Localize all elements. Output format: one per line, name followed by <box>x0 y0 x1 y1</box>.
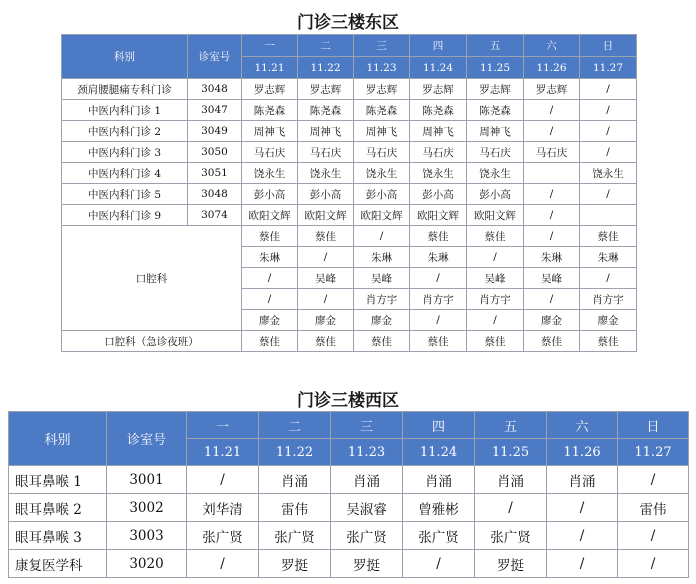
schedule-cell: / <box>187 466 259 494</box>
table-row <box>62 163 637 184</box>
schedule-cell: 蔡佳 <box>580 331 637 352</box>
schedule-cell: 欧阳文辉 <box>467 205 524 226</box>
schedule-cell: 张广贤 <box>259 522 331 550</box>
schedule-cell: 肖方宇 <box>354 289 410 310</box>
schedule-cell: 马石庆 <box>467 142 524 163</box>
date-header: 11.27 <box>618 439 689 466</box>
schedule-cell: / <box>580 184 637 205</box>
room-cell: 3003 <box>107 522 187 550</box>
schedule-cell: 欧阳文辉 <box>410 205 467 226</box>
schedule-cell: / <box>547 522 618 550</box>
room-cell: 3048 <box>188 79 242 100</box>
schedule-cell: 陈尧森 <box>354 100 410 121</box>
schedule-cell: 吴峰 <box>354 268 410 289</box>
date-header: 11.21 <box>187 439 259 466</box>
schedule-cell: / <box>410 310 467 331</box>
date-header: 11.22 <box>298 57 354 79</box>
schedule-cell: 饶永生 <box>580 163 637 184</box>
weekday-header: 五 <box>475 412 547 439</box>
dept-cell: 口腔科 <box>62 226 242 331</box>
schedule-cell: 肖涌 <box>547 466 618 494</box>
schedule-cell: 张广贤 <box>187 522 259 550</box>
room-cell: 3051 <box>188 163 242 184</box>
schedule-cell: 饶永生 <box>410 163 467 184</box>
schedule-cell: / <box>242 289 298 310</box>
room-header: 诊室号 <box>107 412 187 466</box>
schedule-cell: 蔡佳 <box>410 331 467 352</box>
schedule-cell: 肖方宇 <box>467 289 524 310</box>
dept-cell: 颈肩腰腿痛专科门诊 <box>62 79 188 100</box>
schedule-cell: 陈尧森 <box>410 100 467 121</box>
schedule-cell: 彭小高 <box>410 184 467 205</box>
schedule-cell: 肖方宇 <box>580 289 637 310</box>
weekday-header: 五 <box>467 35 524 57</box>
schedule-cell: 肖涌 <box>403 466 475 494</box>
dept-cell: 眼耳鼻喉 2 <box>9 494 107 522</box>
schedule-cell: 蔡佳 <box>242 226 298 247</box>
table-row <box>62 79 637 100</box>
schedule-cell: 朱琳 <box>410 247 467 268</box>
date-header: 11.24 <box>410 57 467 79</box>
schedule-cell: 罗挺 <box>259 550 331 578</box>
weekday-header: 一 <box>242 35 298 57</box>
schedule-cell: 吴峰 <box>467 268 524 289</box>
schedule-cell: 蔡佳 <box>580 226 637 247</box>
schedule-cell: / <box>242 268 298 289</box>
schedule-cell: 蔡佳 <box>298 331 354 352</box>
date-header: 11.27 <box>580 57 637 79</box>
room-cell: 3049 <box>188 121 242 142</box>
schedule-cell: / <box>618 466 689 494</box>
room-cell: 3002 <box>107 494 187 522</box>
schedule-cell: / <box>187 550 259 578</box>
schedule-cell: 张广贤 <box>403 522 475 550</box>
schedule-cell: 蔡佳 <box>242 331 298 352</box>
room-cell: 3074 <box>188 205 242 226</box>
schedule-cell: 马石庆 <box>242 142 298 163</box>
schedule-cell: / <box>467 310 524 331</box>
table-row <box>62 226 637 247</box>
schedule-cell: 廖金 <box>580 310 637 331</box>
schedule-cell: / <box>524 226 580 247</box>
room-cell: 3048 <box>188 184 242 205</box>
schedule-cell: / <box>298 247 354 268</box>
dept-cell: 眼耳鼻喉 3 <box>9 522 107 550</box>
schedule-cell: 饶永生 <box>467 163 524 184</box>
schedule-cell: / <box>354 226 410 247</box>
schedule-cell: 蔡佳 <box>298 226 354 247</box>
table-row <box>9 466 689 494</box>
weekday-header: 六 <box>547 412 618 439</box>
east-schedule-table <box>61 34 637 352</box>
schedule-cell: 肖涌 <box>475 466 547 494</box>
schedule-cell: 饶永生 <box>242 163 298 184</box>
schedule-cell: / <box>618 522 689 550</box>
schedule-cell: 蔡佳 <box>410 226 467 247</box>
schedule-cell: 饶永生 <box>298 163 354 184</box>
table-row <box>9 550 689 578</box>
schedule-cell: / <box>524 289 580 310</box>
table-row <box>62 121 637 142</box>
dept-cell: 口腔科（急诊夜班） <box>62 331 242 352</box>
schedule-cell: 罗挺 <box>331 550 403 578</box>
weekday-header: 四 <box>403 412 475 439</box>
west-section-title: 门诊三楼西区 <box>297 391 399 411</box>
weekday-header: 四 <box>410 35 467 57</box>
schedule-cell: / <box>580 121 637 142</box>
schedule-cell: 彭小高 <box>242 184 298 205</box>
schedule-cell: 朱琳 <box>524 247 580 268</box>
schedule-cell: 曾雅彬 <box>403 494 475 522</box>
schedule-cell: 彭小高 <box>354 184 410 205</box>
schedule-cell: 雷伟 <box>259 494 331 522</box>
schedule-cell: / <box>475 494 547 522</box>
schedule-cell <box>580 205 637 226</box>
schedule-cell: 廖金 <box>354 310 410 331</box>
east-section-title: 门诊三楼东区 <box>297 13 399 33</box>
schedule-cell: / <box>580 142 637 163</box>
schedule-cell: / <box>410 268 467 289</box>
west-schedule-table <box>8 411 689 578</box>
schedule-cell: / <box>524 205 580 226</box>
schedule-cell: 饶永生 <box>354 163 410 184</box>
schedule-cell: 吴峰 <box>524 268 580 289</box>
schedule-cell: 蔡佳 <box>524 331 580 352</box>
schedule-cell: 廖金 <box>242 310 298 331</box>
date-header: 11.23 <box>331 439 403 466</box>
table-row <box>62 142 637 163</box>
schedule-cell: / <box>580 79 637 100</box>
table-row <box>9 494 689 522</box>
schedule-cell: 蔡佳 <box>467 226 524 247</box>
date-header: 11.25 <box>475 439 547 466</box>
schedule-cell: 雷伟 <box>618 494 689 522</box>
schedule-cell: 罗志辉 <box>410 79 467 100</box>
schedule-cell: 欧阳文辉 <box>298 205 354 226</box>
schedule-cell: 欧阳文辉 <box>242 205 298 226</box>
table-row <box>62 184 637 205</box>
schedule-cell: / <box>403 550 475 578</box>
schedule-cell: 周神飞 <box>467 121 524 142</box>
schedule-cell: 刘华清 <box>187 494 259 522</box>
schedule-cell: 周神飞 <box>354 121 410 142</box>
room-cell: 3047 <box>188 100 242 121</box>
schedule-cell <box>524 163 580 184</box>
schedule-cell: / <box>298 289 354 310</box>
schedule-cell: 彭小高 <box>298 184 354 205</box>
weekday-header: 日 <box>618 412 689 439</box>
schedule-cell: 彭小高 <box>467 184 524 205</box>
weekday-header: 二 <box>259 412 331 439</box>
schedule-cell: / <box>524 184 580 205</box>
room-header: 诊室号 <box>188 35 242 79</box>
weekday-header: 三 <box>354 35 410 57</box>
schedule-cell: 马石庆 <box>298 142 354 163</box>
schedule-cell: / <box>580 100 637 121</box>
date-header: 11.24 <box>403 439 475 466</box>
date-header: 11.26 <box>547 439 618 466</box>
schedule-cell: 蔡佳 <box>354 331 410 352</box>
dept-cell: 中医内科门诊 9 <box>62 205 188 226</box>
dept-cell: 中医内科门诊 3 <box>62 142 188 163</box>
schedule-cell: 罗志辉 <box>298 79 354 100</box>
date-header: 11.21 <box>242 57 298 79</box>
schedule-cell: 罗志辉 <box>354 79 410 100</box>
schedule-cell: 罗挺 <box>475 550 547 578</box>
dept-cell: 中医内科门诊 2 <box>62 121 188 142</box>
schedule-cell: 朱琳 <box>242 247 298 268</box>
schedule-cell: / <box>524 121 580 142</box>
weekday-header: 六 <box>524 35 580 57</box>
dept-header: 科别 <box>9 412 107 466</box>
schedule-cell: 吴淑睿 <box>331 494 403 522</box>
room-cell: 3001 <box>107 466 187 494</box>
dept-cell: 康复医学科 <box>9 550 107 578</box>
schedule-cell: 张广贤 <box>475 522 547 550</box>
schedule-cell: / <box>580 268 637 289</box>
schedule-cell: 周神飞 <box>242 121 298 142</box>
dept-header: 科别 <box>62 35 188 79</box>
schedule-cell: 陈尧森 <box>298 100 354 121</box>
schedule-cell: 陈尧森 <box>467 100 524 121</box>
table-row <box>62 331 637 352</box>
schedule-cell: / <box>524 100 580 121</box>
schedule-cell: 周神飞 <box>410 121 467 142</box>
date-header: 11.25 <box>467 57 524 79</box>
schedule-cell: 廖金 <box>524 310 580 331</box>
schedule-cell: 罗志辉 <box>467 79 524 100</box>
table-row <box>62 205 637 226</box>
schedule-cell: / <box>547 550 618 578</box>
weekday-header: 日 <box>580 35 637 57</box>
room-cell: 3050 <box>188 142 242 163</box>
schedule-cell: 肖涌 <box>259 466 331 494</box>
schedule-cell: 陈尧森 <box>242 100 298 121</box>
date-header: 11.26 <box>524 57 580 79</box>
table-row <box>9 522 689 550</box>
schedule-cell: / <box>547 494 618 522</box>
dept-cell: 眼耳鼻喉 1 <box>9 466 107 494</box>
schedule-cell: 肖方宇 <box>410 289 467 310</box>
date-header: 11.22 <box>259 439 331 466</box>
schedule-cell: 肖涌 <box>331 466 403 494</box>
schedule-cell: 欧阳文辉 <box>354 205 410 226</box>
schedule-cell: 廖金 <box>298 310 354 331</box>
weekday-header: 一 <box>187 412 259 439</box>
table-row <box>62 100 637 121</box>
date-header: 11.23 <box>354 57 410 79</box>
schedule-cell: / <box>618 550 689 578</box>
schedule-cell: 朱琳 <box>354 247 410 268</box>
schedule-cell: 马石庆 <box>354 142 410 163</box>
schedule-cell: 朱琳 <box>580 247 637 268</box>
schedule-cell: 罗志辉 <box>242 79 298 100</box>
weekday-header: 二 <box>298 35 354 57</box>
schedule-cell: 蔡佳 <box>467 331 524 352</box>
schedule-cell: 马石庆 <box>524 142 580 163</box>
schedule-cell: 马石庆 <box>410 142 467 163</box>
schedule-cell: 张广贤 <box>331 522 403 550</box>
dept-cell: 中医内科门诊 4 <box>62 163 188 184</box>
schedule-cell: 吴峰 <box>298 268 354 289</box>
room-cell: 3020 <box>107 550 187 578</box>
weekday-header: 三 <box>331 412 403 439</box>
dept-cell: 中医内科门诊 5 <box>62 184 188 205</box>
schedule-cell: 周神飞 <box>298 121 354 142</box>
dept-cell: 中医内科门诊 1 <box>62 100 188 121</box>
schedule-cell: / <box>467 247 524 268</box>
schedule-cell: 罗志辉 <box>524 79 580 100</box>
